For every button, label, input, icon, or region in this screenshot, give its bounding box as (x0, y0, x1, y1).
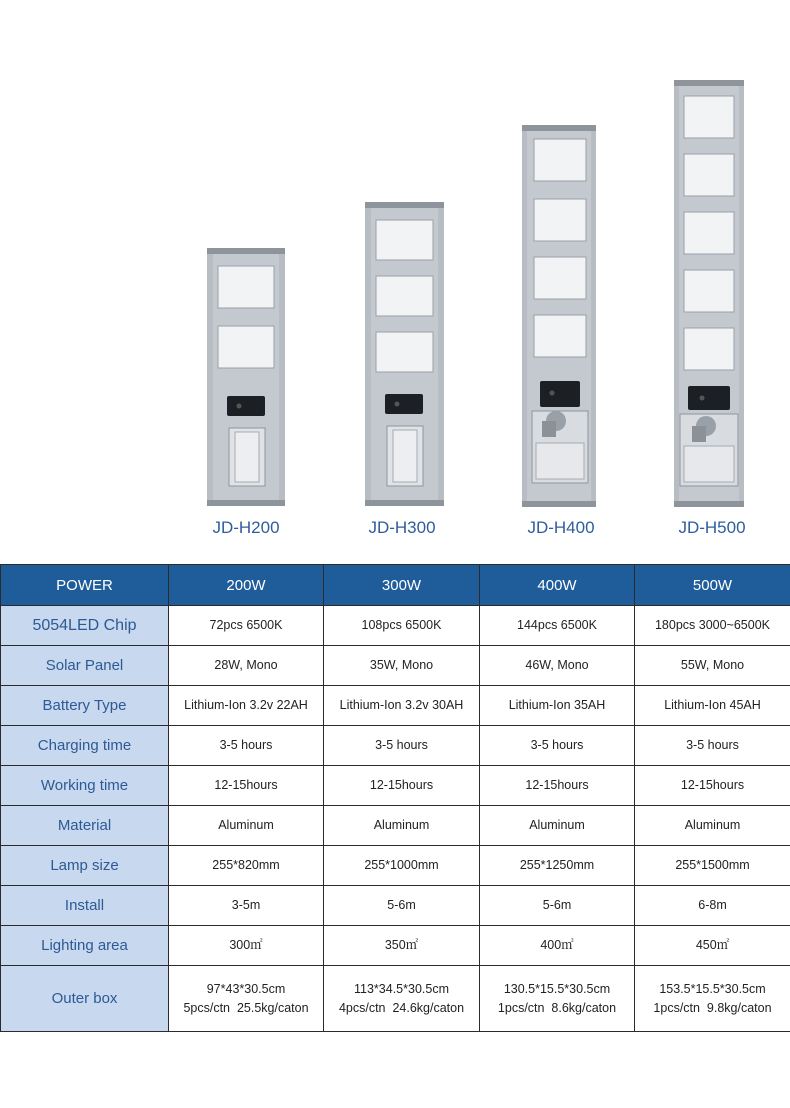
lamp-image-jd-h300 (365, 202, 444, 506)
table-cell: Aluminum (635, 806, 790, 846)
table-header-row (1, 565, 790, 606)
model-label-jd-h300: JD-H300 (368, 518, 436, 537)
row-label: Battery Type (1, 686, 169, 726)
header-500w: 500W (635, 565, 790, 606)
box-dimensions: 97*43*30.5cm (206, 981, 286, 996)
header-300w: 300W (324, 565, 480, 606)
table-cell: 144pcs 6500K (480, 606, 635, 646)
row-label: Material (1, 806, 169, 846)
model-label-jd-h200: JD-H200 (212, 518, 280, 537)
table-cell: 12-15hours (169, 766, 324, 806)
table-cell: 72pcs 6500K (169, 606, 324, 646)
table-cell: 35W, Mono (324, 646, 480, 686)
box-dimensions: 113*34.5*30.5cm (354, 981, 449, 996)
table-cell (324, 966, 480, 1032)
table-cell: 46W, Mono (480, 646, 635, 686)
table-cell: 12-15hours (635, 766, 790, 806)
lamp-image-jd-h400 (522, 125, 596, 507)
table-cell: 108pcs 6500K (324, 606, 480, 646)
row-label: Solar Panel (1, 646, 169, 686)
model-label-jd-h500: JD-H500 (678, 518, 746, 537)
table-cell: 3-5 hours (635, 726, 790, 766)
table-cell: 3-5 hours (169, 726, 324, 766)
table-cell: 28W, Mono (169, 646, 324, 686)
table-cell (635, 966, 790, 1032)
table-row (1, 886, 790, 926)
table-cell: 5-6m (480, 886, 635, 926)
table-cell: 6-8m (635, 886, 790, 926)
table-row (1, 846, 790, 886)
table-cell: 255*820mm (169, 846, 324, 886)
table-row (1, 926, 790, 966)
row-label: 5054LED Chip (1, 606, 169, 646)
table-cell: 255*1000mm (324, 846, 480, 886)
row-label: Charging time (1, 726, 169, 766)
table-cell: 3-5 hours (480, 726, 635, 766)
row-label: Outer box (1, 966, 169, 1032)
table-cell: 255*1500mm (635, 846, 790, 886)
table-row (1, 726, 790, 766)
box-packing: 1pcs/ctn 9.8kg/caton (653, 1000, 772, 1015)
lamp-image-jd-h200 (207, 248, 285, 506)
table-cell: 350㎡ (324, 926, 480, 966)
table-cell: 3-5 hours (324, 726, 480, 766)
table-row-outer-box (1, 966, 790, 1032)
row-label: Lamp size (1, 846, 169, 886)
box-packing: 4pcs/ctn 24.6kg/caton (338, 1000, 465, 1015)
table-cell (169, 966, 324, 1032)
table-cell: Aluminum (169, 806, 324, 846)
table-cell: 300㎡ (169, 926, 324, 966)
header-power: POWER (1, 565, 169, 606)
model-label-jd-h400: JD-H400 (527, 518, 595, 537)
table-cell: 55W, Mono (635, 646, 790, 686)
table-cell: 5-6m (324, 886, 480, 926)
box-dimensions: 130.5*15.5*30.5cm (503, 981, 611, 996)
table-cell: 180pcs 3000~6500K (635, 606, 790, 646)
lamp-image-jd-h500 (674, 80, 744, 507)
header-200w: 200W (169, 565, 324, 606)
table-cell: Lithium-Ion 35AH (480, 686, 635, 726)
box-dimensions: 153.5*15.5*30.5cm (659, 981, 766, 996)
table-cell (480, 966, 635, 1032)
table-row (1, 606, 790, 646)
table-row (1, 686, 790, 726)
table-cell: 450㎡ (635, 926, 790, 966)
table-cell: Aluminum (324, 806, 480, 846)
table-cell: 12-15hours (480, 766, 635, 806)
table-cell: Aluminum (480, 806, 635, 846)
table-row (1, 766, 790, 806)
table-cell: Lithium-Ion 3.2v 22AH (169, 686, 324, 726)
row-label: Working time (1, 766, 169, 806)
table-cell: 3-5m (169, 886, 324, 926)
row-label: Install (1, 886, 169, 926)
spec-table (0, 564, 790, 1032)
table-cell: 255*1250mm (480, 846, 635, 886)
table-row (1, 806, 790, 846)
header-400w: 400W (480, 565, 635, 606)
row-label: Lighting area (1, 926, 169, 966)
table-row (1, 646, 790, 686)
table-cell: Lithium-Ion 3.2v 30AH (324, 686, 480, 726)
box-packing: 5pcs/ctn 25.5kg/caton (183, 1000, 309, 1015)
table-cell: 400㎡ (480, 926, 635, 966)
table-cell: Lithium-Ion 45AH (635, 686, 790, 726)
box-packing: 1pcs/ctn 8.6kg/caton (497, 1000, 617, 1015)
table-cell: 12-15hours (324, 766, 480, 806)
